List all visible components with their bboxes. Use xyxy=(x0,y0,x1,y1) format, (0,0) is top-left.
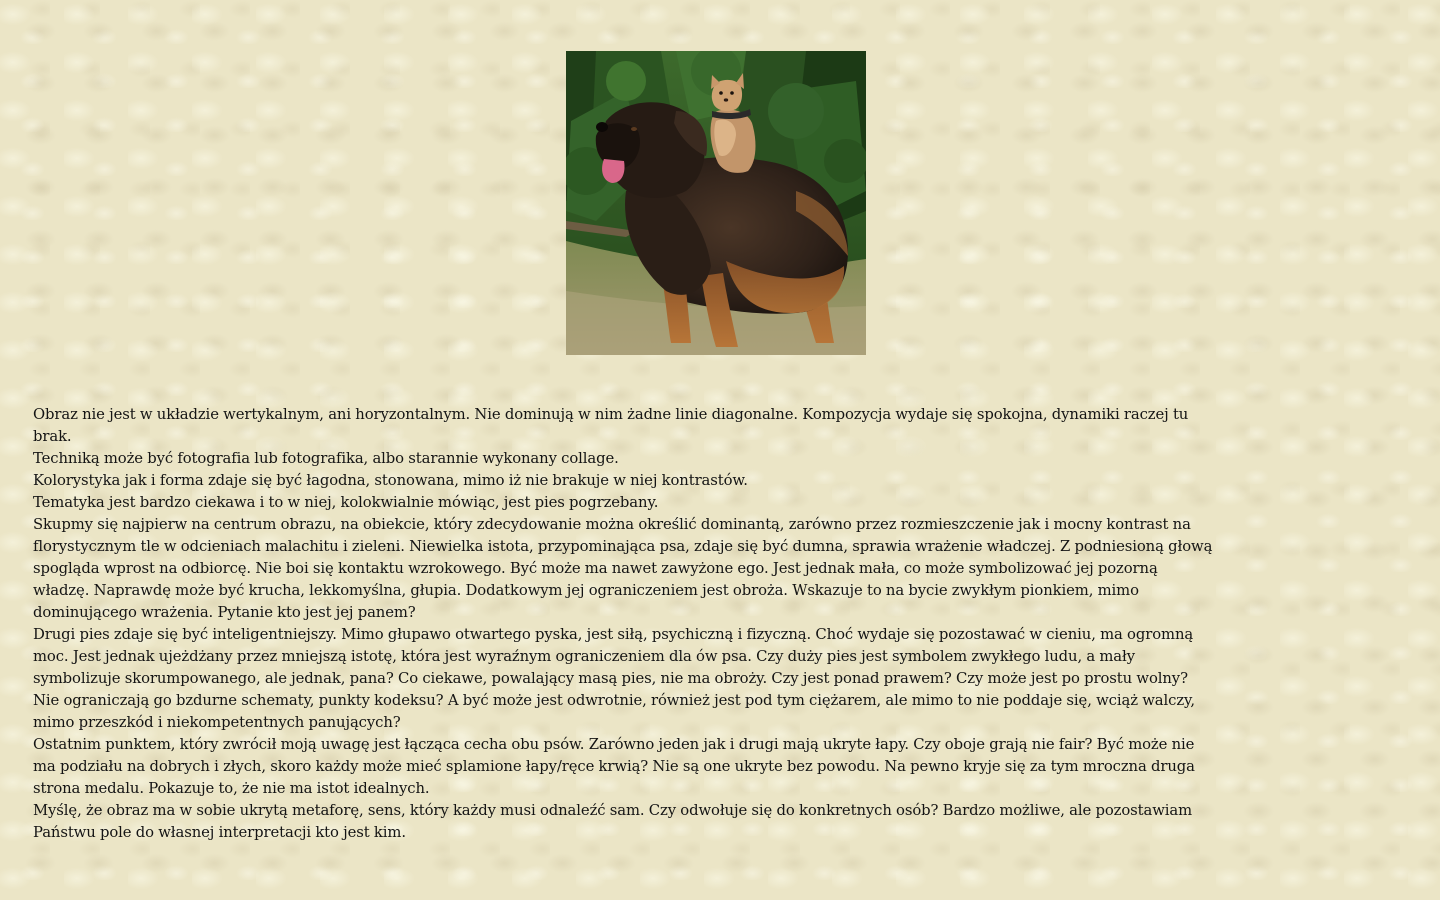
dog-photo-illustration xyxy=(566,51,866,355)
article-paragraph: Myślę, że obraz ma w sobie ukrytą metaforę, sens, który każdy musi odnaleźć sam. Czy odwołuje się do konkretnych osób? Bardzo możliwe, ale pozostawiam Państwu pole do własnej interpretacji kto jest kim. xyxy=(33,802,1193,841)
dog-photo xyxy=(566,51,866,355)
article-paragraph: Tematyka jest bardzo ciekawa i to w niej, kolokwialnie mówiąc, jest pies pogrzebany. xyxy=(33,494,659,511)
article-paragraph: Obraz nie jest w układzie wertykalnym, ani horyzontalnym. Nie dominują w nim żadne linie diagonalne. Kompozycja wydaje się spokojna, dynamiki raczej tu brak. xyxy=(33,406,1189,445)
article-paragraph: Drugi pies zdaje się być inteligentniejszy. Mimo głupawo otwartego pyska, jest siłą, psychiczną i fizyczną. Choć wydaje się pozostawać w cieniu, ma ogromną moc. Jest jednak ujeżdżany przez mniejszą istotę, która jest wyraźnym ograniczeniem dla ów psa. Czy duży pies jest symbolem zwykłego ludu, a mały symbolizuje skorumpowanego, ale jednak, pana? Co ciekawe, powalający masą pies, nie ma obroży. Czy jest ponad prawem? Czy może jest po prostu wolny? Nie ograniczają go bzdurne schematy, punkty kodeksu? A być może jest odwrotnie, również jest pod tym ciężarem, ale mimo to nie poddaje się, wciąż walczy, mimo przeszkód i niekompetentnych panujących? xyxy=(33,626,1195,731)
article-paragraph: Skupmy się najpierw na centrum obrazu, na obiekcie, który zdecydowanie można określić dominantą, zarówno przez rozmieszczenie jak i mocny kontrast na florystycznym tle w odcieniach malachitu i zieleni. Niewielka istota, przypominająca psa, zdaje się być dumna, sprawia wrażenie władczej. Z podniesioną głową spogląda wprost na odbiorcę. Nie boi się kontaktu wzrokowego. Być może ma nawet zawyżone ego. Jest jednak mała, co może symbolizować jej pozorną władzę. Naprawdę może być krucha, lekkomyślna, głupia. Dodatkowym jej ograniczeniem jest obroża. Wskazuje to na bycie zwykłym pionkiem, mimo dominującego wrażenia. Pytanie kto jest jej panem? xyxy=(33,516,1213,621)
article-text xyxy=(33,404,1213,844)
article-paragraph: Techniką może być fotografia lub fotografika, albo starannie wykonany collage. xyxy=(33,450,619,467)
article-paragraph: Kolorystyka jak i forma zdaje się być łagodna, stonowana, mimo iż nie brakuje w niej kontrastów. xyxy=(33,472,748,489)
article-paragraph: Ostatnim punktem, który zwrócił moją uwagę jest łącząca cecha obu psów. Zarówno jeden jak i drugi mają ukryte łapy. Czy oboje grają nie fair? Być może nie ma podziału na dobrych i złych, skoro każdy może mieć splamione łapy/ręce krwią? Nie są one ukryte bez powodu. Na pewno kryje się za tym mroczna druga strona medalu. Pokazuje to, że nie ma istot idealnych. xyxy=(33,736,1195,797)
